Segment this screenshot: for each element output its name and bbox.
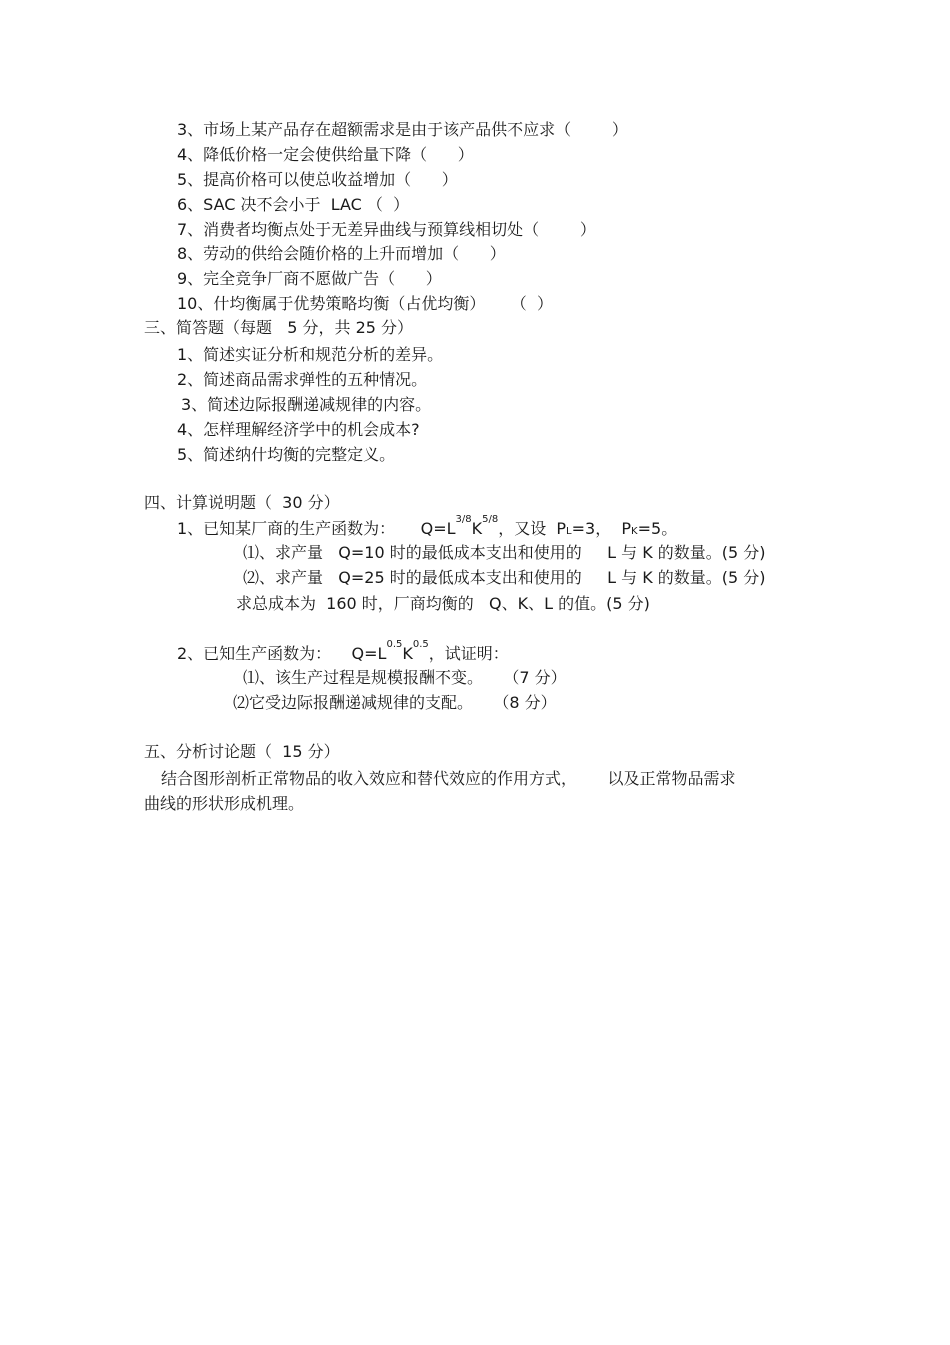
- q1-mid: ，又设 P: [498, 519, 567, 538]
- section3-item-4: 4、怎样理解经济学中的机会成本?: [177, 420, 420, 439]
- q2-part-2: ⑵它受边际报酬递减规律的支配。 （8 分）: [233, 693, 557, 712]
- q2-k: K: [402, 644, 413, 663]
- q2-suffix: ，试证明：: [428, 644, 509, 663]
- q2-exp-k: 0.5: [412, 639, 429, 650]
- judge-item-8: 8、劳动的供给会随价格的上升而增加（ ）: [177, 244, 506, 263]
- section4-q1: [177, 514, 678, 543]
- section3-item-5: 5、简述纳什均衡的完整定义。: [177, 445, 396, 464]
- q1-exp-k: 5/8: [482, 514, 499, 525]
- q2-prefix: 2、已知生产函数为： Q=L: [177, 644, 387, 663]
- section3-heading: 三、简答题（每题 5 分，共 25 分）: [144, 318, 414, 337]
- section5-line-2: 曲线的形状形成机理。: [144, 794, 305, 813]
- judge-item-10: 10、什均衡属于优势策略均衡（占优均衡） （ ）: [177, 294, 553, 313]
- section5-heading: 五、分析讨论题（ 15 分）: [144, 742, 340, 761]
- section3-item-3: 3、简述边际报酬递减规律的内容。: [181, 395, 432, 414]
- q1-sub-l: L: [566, 526, 572, 537]
- q1-mid2: =3， P: [571, 519, 632, 538]
- judge-item-3: 3、市场上某产品存在超额需求是由于该产品供不应求（ ）: [177, 120, 628, 139]
- q1-sub-k: K: [631, 526, 638, 537]
- q1-prefix: 1、已知某厂商的生产函数为： Q=L: [177, 519, 456, 538]
- q1-part-3: 求总成本为 160 时，厂商均衡的 Q、K、L 的值。(5 分): [236, 594, 650, 613]
- judge-item-6: 6、SAC 决不会小于 LAC （ ）: [177, 195, 410, 214]
- section4-q2: [177, 639, 509, 665]
- judge-item-9: 9、完全竞争厂商不愿做广告（ ）: [177, 269, 442, 288]
- q2-part-1: ⑴、该生产过程是规模报酬不变。 （7 分）: [243, 668, 567, 687]
- q1-suffix: =5。: [637, 519, 678, 538]
- section5-line-1: 结合图形剖析正常物品的收入效应和替代效应的作用方式， 以及正常物品需求: [161, 769, 736, 788]
- judge-item-5: 5、提高价格可以使总收益增加（ ）: [177, 170, 458, 189]
- section3-item-1: 1、简述实证分析和规范分析的差异。: [177, 345, 444, 364]
- q2-exp-l: 0.5: [386, 639, 403, 650]
- q1-part-1: ⑴、求产量 Q=10 时的最低成本支出和使用的 L 与 K 的数量。(5 分): [243, 543, 766, 562]
- section3-item-2: 2、简述商品需求弹性的五种情况。: [177, 370, 428, 389]
- q1-exp-l: 3/8: [455, 514, 472, 525]
- q1-k: K: [471, 519, 483, 538]
- q1-part-2: ⑵、求产量 Q=25 时的最低成本支出和使用的 L 与 K 的数量。(5 分): [243, 568, 766, 587]
- judge-item-7: 7、消费者均衡点处于无差异曲线与预算线相切处（ ）: [177, 220, 596, 239]
- section4-heading: 四、计算说明题（ 30 分）: [144, 493, 340, 512]
- judge-item-4: 4、降低价格一定会使供给量下降（ ）: [177, 145, 474, 164]
